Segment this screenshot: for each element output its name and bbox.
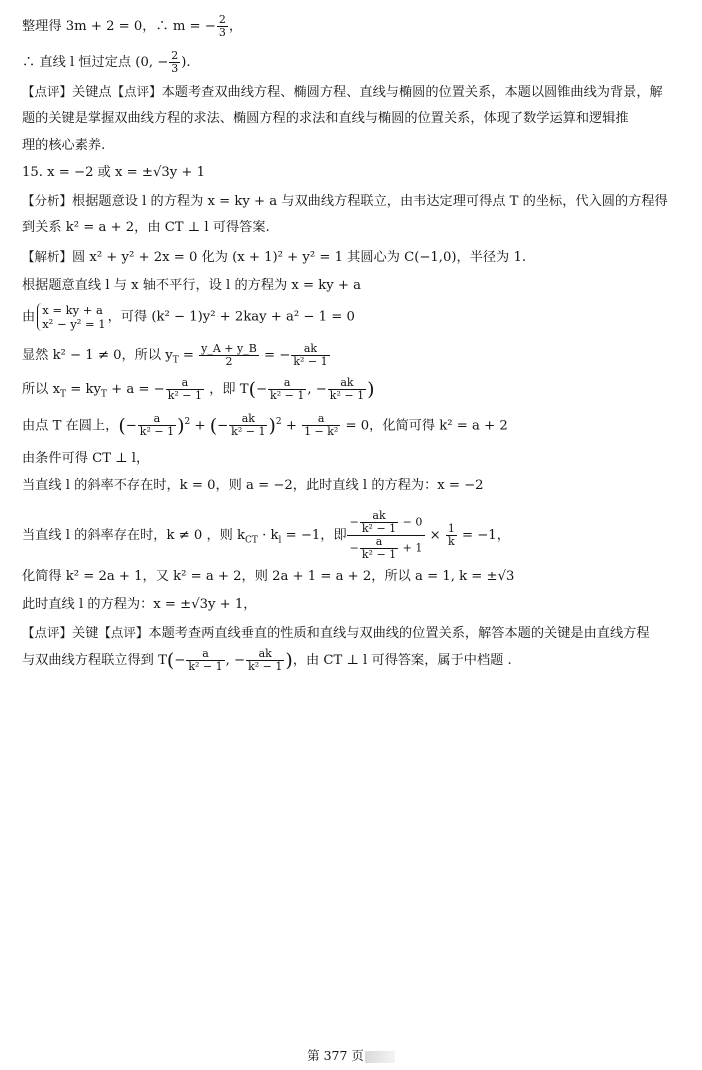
fraction: $\frac{y\_A + y\_B}{2}$	[201, 342, 257, 368]
comment-1-line-1: 【点评】关键点【点评】本题考查双曲线方程、椭圆方程、直线与椭圆的位置关系，本题以圆锥曲线为背景，解	[22, 84, 663, 100]
comment-2-line-2: 与双曲线方程联立得到 T(− $\frac{a}{\text{k² − 1}}$ , − $\frac{ak}{\text{k² − 1}}$ )，由 CT ⊥ l 可得答案，属于中档题 .	[22, 647, 512, 673]
comment-2-line-1: 【点评】关键【点评】本题考查两直线垂直的性质和直线与双曲线的位置关系，解答本题的关键是由直线方程	[22, 625, 650, 641]
fraction: $\frac{ak}{\text{k² − 1}}$	[231, 412, 266, 439]
page-number: 第 377 页	[0, 1046, 702, 1064]
comment-1-line-2: 题的关键是掌握双曲线方程的求法、椭圆方程的求法和直线与椭圆的位置关系，体现了数学运算和逻辑推	[22, 111, 629, 126]
comment-1-line-3: 理的核心素养.	[22, 138, 106, 153]
fraction: $\frac{ak}{\text{k² − 1}}$	[329, 376, 365, 402]
fraction: $\frac{a}{\text{k² − 1}}$	[188, 647, 223, 673]
line-solve-m: 整理得 3m + 2 = 0，∴ m = − $\frac{2}{3}$ ，	[22, 13, 243, 39]
solution-perpendicular-line: 由条件可得 CT ⊥ l，	[22, 451, 150, 466]
fraction: $\frac{ak}{\text{k² − 1}}$	[248, 647, 283, 673]
fraction: $\frac{1}{k}$	[447, 522, 455, 548]
solution-xt-line: 所以 $x_T = ky_T + a$ = − $\frac{a}{\text{k² − 1}}$ ，即 T(− $\frac{a}{\text{k² − 1}}$ , − $\frac{ak}{\text{k² − 1}}$ )	[22, 376, 375, 402]
fraction: $\frac{2}{3}$	[218, 13, 226, 39]
analysis-line-1: 【分析】根据题意设 l 的方程为 x = ky + a 与双曲线方程联立，由韦达定理可得点 T 的坐标，代入圆的方程得	[22, 193, 668, 209]
fraction: $\frac{ak}{\text{k² − 1}}$	[293, 342, 328, 368]
solution-system-line: 由 x = ky + a x² − y² = 1 ，可得 (k² − 1)y² + 2kay + a² − 1 = 0	[22, 303, 355, 331]
solution-yt-line: 显然 k² − 1 ≠ 0，所以 $y_T$ = $\frac{y\_A + y\_B}{2}$ = − $\frac{ak}{\text{k² − 1}}$	[22, 342, 328, 368]
line-fixed-point: ∴ 直线 l 恒过定点 (0, − $\frac{2}{3}$ ).	[22, 49, 191, 75]
fraction: $\frac{a}{\text{k² − 1}}$	[167, 376, 202, 402]
watermark-blur	[365, 1051, 395, 1063]
fraction: $\frac{a}{\text{1 − k²}}$	[304, 412, 339, 439]
fraction: $\frac{a}{\text{k² − 1}}$	[139, 412, 175, 439]
fraction: $\frac{a}{\text{k² − 1}}$	[270, 376, 305, 402]
solution-no-slope-line: 当直线 l 的斜率不存在时，k = 0，则 a = −2，此时直线 l 的方程为：x = −2	[22, 478, 484, 493]
solution-circle-line: 由点 T 在圆上，(− $\frac{a}{\text{k² − 1}}$ )$^2$ + (− $\frac{ak}{\text{k² − 1}}$ )$^2$ + $\frac{a}{\text{1 − k²}}$ = 0，化简可得 k² = a + 2	[22, 412, 508, 439]
solution-result-line: 此时直线 l 的方程为：x = ±√3y + 1，	[22, 597, 257, 612]
solution-simplify-line: 化简得 k² = 2a + 1，又 k² = a + 2，则 2a + 1 = a + 2，所以 a = 1, k = ±√3	[22, 569, 515, 584]
solution-line-1: 【解析】圆 x² + y² + 2x = 0 化为 (x + 1)² + y² = 1 其圆心为 C(−1,0)，半径为 1.	[22, 249, 527, 265]
solution-line-2: 根据题意直线 l 与 x 轴不平行，设 l 的方程为 x = ky + a	[22, 278, 362, 293]
question-15-answer: 15. x = −2 或 x = ±√3y + 1	[22, 165, 206, 180]
solution-slope-line: 当直线 l 的斜率存在时，k ≠ 0 ，则 $k_{CT} \cdot k_l = -1$，即 − $\frac{ak}{\text{k² − 1}}$ − 0 − $\frac{a}{\text{k² − 1}}$ + 1 × $\frac{1}{k}$ = −1，	[22, 509, 510, 561]
compound-fraction: − $\frac{ak}{\text{k² − 1}}$ − 0 − $\frac{a}{\text{k² − 1}}$ + 1	[347, 510, 426, 561]
fraction: $\frac{2}{3}$	[171, 49, 179, 75]
equation-system: x = ky + a x² − y² = 1	[37, 303, 105, 331]
analysis-line-2: 到关系 k² = a + 2，由 CT ⊥ l 可得答案.	[22, 220, 270, 235]
